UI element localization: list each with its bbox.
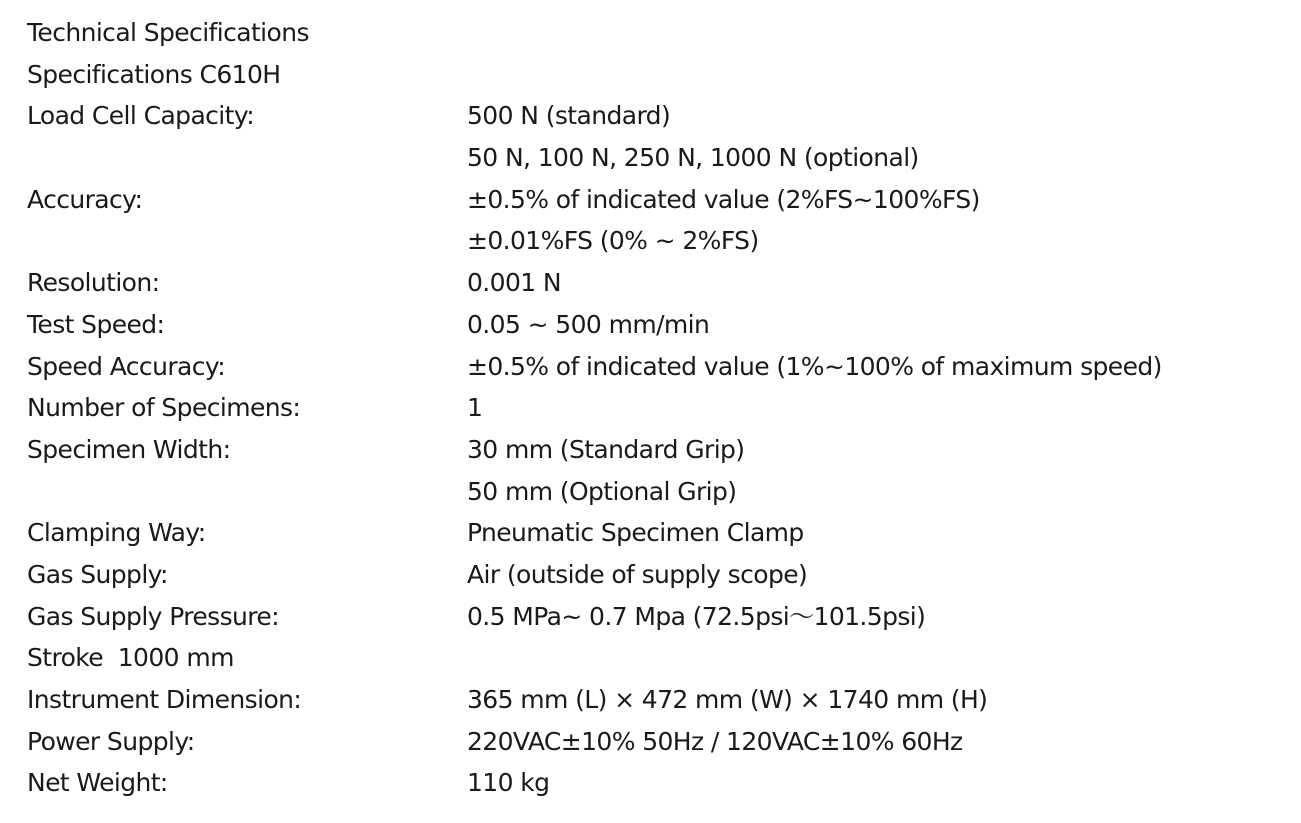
- spec-row: [27, 679, 1297, 721]
- spec-row: [27, 637, 1297, 679]
- spec-value: 50 N, 100 N, 250 N, 1000 N (optional): [467, 143, 919, 173]
- spec-row: [27, 554, 1297, 596]
- spec-label: Speed Accuracy:: [27, 351, 226, 381]
- spec-label: Instrument Dimension:: [27, 685, 302, 714]
- spec-label: Load Cell Capacity:: [27, 101, 255, 131]
- spec-label: Specimen Width:: [27, 434, 231, 464]
- spec-value: 500 N (standard): [467, 101, 671, 131]
- spec-label: Test Speed:: [27, 309, 165, 339]
- spec-row: [27, 596, 1297, 638]
- spec-label: Resolution:: [27, 268, 160, 298]
- spec-row: [27, 137, 1297, 179]
- spec-document: [27, 12, 1297, 804]
- spec-value: 50 mm (Optional Grip): [467, 476, 737, 506]
- spec-label: Net Weight:: [27, 768, 168, 798]
- spec-value: Pneumatic Specimen Clamp: [467, 518, 804, 548]
- spec-value: 110 kg: [467, 768, 550, 798]
- spec-label: Gas Supply Pressure:: [27, 601, 279, 631]
- spec-value: 0.5 MPa~ 0.7 Mpa (72.5psi～101.5psi): [467, 601, 926, 631]
- spec-row: [27, 95, 1297, 137]
- spec-value: 0.001 N: [467, 268, 562, 298]
- spec-row: [27, 721, 1297, 763]
- subtitle-text: Specifications C610H: [27, 59, 281, 89]
- spec-value: ±0.5% of indicated value (1%~100% of maximum speed): [467, 351, 1162, 381]
- spec-label: Clamping Way:: [27, 518, 206, 548]
- spec-value: 30 mm (Standard Grip): [467, 434, 745, 464]
- document-subtitle: [27, 54, 1297, 96]
- spec-row: [27, 429, 1297, 471]
- spec-label: Accuracy:: [27, 184, 143, 214]
- spec-value: 1: [467, 393, 483, 423]
- spec-label: Gas Supply:: [27, 559, 168, 589]
- spec-value: ±0.5% of indicated value (2%FS~100%FS): [467, 184, 980, 214]
- document-title: [27, 12, 1297, 54]
- spec-value: 365 mm (L) × 472 mm (W) × 1740 mm (H): [467, 685, 988, 714]
- spec-value: 220VAC±10% 50Hz / 120VAC±10% 60Hz: [467, 726, 963, 756]
- spec-row: [27, 387, 1297, 429]
- spec-row: [27, 346, 1297, 388]
- title-text: Technical Specifications: [27, 18, 309, 47]
- spec-row: [27, 220, 1297, 262]
- spec-row: [27, 471, 1297, 513]
- spec-label: Stroke 1000 mm: [27, 643, 234, 673]
- spec-value: 0.05 ~ 500 mm/min: [467, 309, 710, 339]
- spec-row: [27, 512, 1297, 554]
- spec-row: [27, 304, 1297, 346]
- spec-row: [27, 762, 1297, 804]
- spec-row: [27, 179, 1297, 221]
- spec-value: ±0.01%FS (0% ~ 2%FS): [467, 226, 759, 256]
- spec-row: [27, 262, 1297, 304]
- spec-label: Number of Specimens:: [27, 393, 301, 423]
- spec-label: Power Supply:: [27, 726, 195, 756]
- spec-value: Air (outside of supply scope): [467, 559, 808, 589]
